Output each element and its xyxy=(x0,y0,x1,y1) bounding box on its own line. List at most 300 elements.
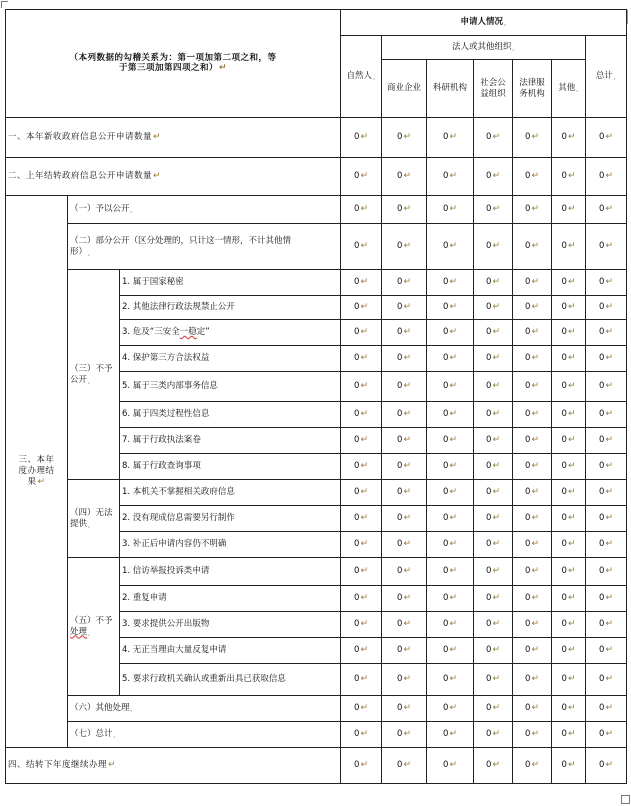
value-cell-natural-person[interactable] xyxy=(341,428,382,454)
value-text: 0 xyxy=(561,170,567,181)
value-cell-total[interactable] xyxy=(586,428,627,454)
value-cell-legal-service[interactable] xyxy=(513,224,552,270)
not-open-item: 7. 属于行政执法案卷 xyxy=(120,428,341,454)
value-cell-total[interactable] xyxy=(586,346,627,372)
paragraph-mark: ↵ xyxy=(605,644,613,655)
paragraph-mark: ↵ xyxy=(449,512,457,523)
value-text: 0 xyxy=(525,326,531,337)
value-text: 0 xyxy=(599,240,605,251)
legal-service-header: 法律服 务机构 xyxy=(513,60,552,118)
value-text: 0 xyxy=(354,702,360,713)
value-cell-other[interactable] xyxy=(552,118,586,158)
value-cell-social[interactable] xyxy=(474,664,513,696)
value-cell-natural-person[interactable] xyxy=(341,506,382,532)
value-cell-legal-service[interactable] xyxy=(513,506,552,532)
paragraph-mark: ↵ xyxy=(531,486,539,497)
value-cell-commercial[interactable] xyxy=(382,346,427,372)
value-cell-research[interactable] xyxy=(427,346,474,372)
value-cell-legal-service[interactable] xyxy=(513,346,552,372)
value-text: 0 xyxy=(525,486,531,497)
value-cell-social[interactable] xyxy=(474,586,513,612)
value-cell-other[interactable] xyxy=(552,454,586,480)
paragraph-mark: ↵ xyxy=(492,326,500,337)
paragraph-mark: ↵ xyxy=(605,512,613,523)
value-cell-natural-person[interactable] xyxy=(341,320,382,346)
value-cell-legal-service[interactable] xyxy=(513,296,552,320)
value-cell-commercial[interactable] xyxy=(382,402,427,428)
value-cell-social[interactable] xyxy=(474,532,513,558)
value-cell-research[interactable] xyxy=(427,558,474,586)
value-cell-total[interactable] xyxy=(586,748,627,784)
value-text: 0 xyxy=(561,644,567,655)
not-open-item: 6. 属于四类过程性信息 xyxy=(120,402,341,428)
value-cell-research[interactable] xyxy=(427,532,474,558)
value-text: 0 xyxy=(561,728,567,739)
value-cell-total[interactable] xyxy=(586,558,627,586)
paragraph-mark: ↵ xyxy=(531,380,539,391)
paragraph-mark: ↵ xyxy=(567,301,576,312)
paragraph-mark: ↵ xyxy=(492,644,500,655)
value-cell-natural-person[interactable] xyxy=(341,270,382,296)
value-cell-other[interactable] xyxy=(552,320,586,346)
value-text: 0 xyxy=(599,728,605,739)
value-cell-other[interactable] xyxy=(552,506,586,532)
total-header: 总计¸ xyxy=(586,36,627,118)
paragraph-mark: ↵ xyxy=(605,759,613,770)
value-text: 0 xyxy=(354,759,360,770)
paragraph-mark: ↵ xyxy=(360,276,368,287)
value-cell-natural-person[interactable] xyxy=(341,402,382,428)
paragraph-mark: ↵ xyxy=(449,565,457,576)
value-cell-legal-service[interactable] xyxy=(513,320,552,346)
value-text: 0 xyxy=(525,565,531,576)
value-cell-total[interactable] xyxy=(586,664,627,696)
value-cell-commercial[interactable] xyxy=(382,748,427,784)
paragraph-mark: ↵ xyxy=(449,170,457,181)
value-cell-social[interactable] xyxy=(474,196,513,224)
paragraph-mark: ↵ xyxy=(567,380,576,391)
value-text: 0 xyxy=(561,486,567,497)
value-text: 0 xyxy=(486,276,492,287)
value-cell-natural-person[interactable] xyxy=(341,638,382,664)
value-text: 0 xyxy=(525,203,531,214)
value-cell-other[interactable] xyxy=(552,748,586,784)
value-text: 0 xyxy=(354,512,360,523)
paragraph-mark: ↵ xyxy=(360,240,368,251)
value-cell-social[interactable] xyxy=(474,118,513,158)
unable-item: 3. 补正后申请内容仍不明确 xyxy=(120,532,341,558)
value-cell-research[interactable] xyxy=(427,696,474,722)
value-text: 0 xyxy=(525,240,531,251)
value-cell-commercial[interactable] xyxy=(382,270,427,296)
value-text: 0 xyxy=(486,301,492,312)
paragraph-mark: ↵ xyxy=(531,131,539,142)
value-cell-social[interactable] xyxy=(474,748,513,784)
value-text: 0 xyxy=(397,408,403,419)
value-cell-other[interactable] xyxy=(552,696,586,722)
value-cell-natural-person[interactable] xyxy=(341,454,382,480)
value-cell-social[interactable] xyxy=(474,480,513,506)
value-cell-total[interactable] xyxy=(586,454,627,480)
value-cell-total[interactable] xyxy=(586,270,627,296)
value-cell-social[interactable] xyxy=(474,346,513,372)
value-cell-natural-person[interactable] xyxy=(341,480,382,506)
value-text: 0 xyxy=(599,352,605,363)
value-cell-natural-person[interactable] xyxy=(341,346,382,372)
value-cell-commercial[interactable] xyxy=(382,638,427,664)
value-cell-research[interactable] xyxy=(427,586,474,612)
value-text: 0 xyxy=(354,380,360,391)
value-text: 0 xyxy=(561,240,567,251)
value-cell-research[interactable] xyxy=(427,296,474,320)
value-cell-natural-person[interactable] xyxy=(341,532,382,558)
value-cell-total[interactable] xyxy=(586,118,627,158)
value-cell-other[interactable] xyxy=(552,372,586,402)
table-row-new-requests xyxy=(6,118,627,158)
paragraph-mark: ↵ xyxy=(567,644,576,655)
paragraph-mark: ↵ xyxy=(605,673,613,684)
value-text: 0 xyxy=(486,512,492,523)
value-text: 0 xyxy=(354,326,360,337)
paragraph-mark: ↵ xyxy=(449,380,457,391)
value-cell-research[interactable] xyxy=(427,722,474,748)
value-text: 0 xyxy=(486,352,492,363)
value-text: 0 xyxy=(354,538,360,549)
paragraph-mark: ↵ xyxy=(492,512,500,523)
paragraph-mark: ↵ xyxy=(605,728,613,739)
value-cell-commercial[interactable] xyxy=(382,320,427,346)
value-text: 0 xyxy=(486,380,492,391)
disclosure-statistics-table xyxy=(5,9,627,784)
paragraph-mark: ↵ xyxy=(605,276,613,287)
value-text: 0 xyxy=(397,380,403,391)
value-cell-social[interactable] xyxy=(474,428,513,454)
value-cell-research[interactable] xyxy=(427,664,474,696)
not-processed-item: 3. 要求提供公开出版物 xyxy=(120,612,341,638)
value-cell-commercial[interactable] xyxy=(382,722,427,748)
paragraph-mark: ↵ xyxy=(531,673,539,684)
value-cell-social[interactable] xyxy=(474,612,513,638)
value-cell-other[interactable] xyxy=(552,158,586,196)
value-cell-research[interactable] xyxy=(427,372,474,402)
value-cell-social[interactable] xyxy=(474,158,513,196)
value-cell-legal-service[interactable] xyxy=(513,402,552,428)
value-cell-social[interactable] xyxy=(474,506,513,532)
value-text: 0 xyxy=(354,276,360,287)
paragraph-mark: ↵ xyxy=(403,673,411,684)
value-cell-other[interactable] xyxy=(552,402,586,428)
value-text: 0 xyxy=(397,352,403,363)
value-cell-other[interactable] xyxy=(552,586,586,612)
value-cell-research[interactable] xyxy=(427,480,474,506)
value-cell-other[interactable] xyxy=(552,346,586,372)
paragraph-mark: ↵ xyxy=(449,434,457,445)
value-text: 0 xyxy=(443,728,449,739)
value-cell-social[interactable] xyxy=(474,696,513,722)
value-cell-commercial[interactable] xyxy=(382,428,427,454)
value-text: 0 xyxy=(354,486,360,497)
value-cell-legal-service[interactable] xyxy=(513,612,552,638)
paragraph-mark: ↵ xyxy=(403,170,411,181)
value-cell-commercial[interactable] xyxy=(382,296,427,320)
value-cell-total[interactable] xyxy=(586,638,627,664)
paragraph-mark: ↵ xyxy=(567,203,576,214)
paragraph-mark: ↵ xyxy=(531,203,539,214)
value-text: 0 xyxy=(486,460,492,471)
not-open-item: 5. 属于三类内部事务信息 xyxy=(120,372,341,402)
value-text: 0 xyxy=(397,673,403,684)
value-cell-other[interactable] xyxy=(552,638,586,664)
paragraph-mark: ↵ xyxy=(531,618,539,629)
value-text: 0 xyxy=(561,460,567,471)
value-cell-natural-person[interactable] xyxy=(341,664,382,696)
value-text: 0 xyxy=(525,408,531,419)
value-text: 0 xyxy=(443,702,449,713)
paragraph-mark: ↵ xyxy=(492,486,500,497)
value-cell-social[interactable] xyxy=(474,558,513,586)
paragraph-mark: ↵ xyxy=(567,592,576,603)
value-cell-other[interactable] xyxy=(552,296,586,320)
value-text: 0 xyxy=(397,170,403,181)
value-cell-research[interactable] xyxy=(427,196,474,224)
value-cell-legal-service[interactable] xyxy=(513,638,552,664)
value-cell-natural-person[interactable] xyxy=(341,372,382,402)
value-cell-legal-service[interactable] xyxy=(513,586,552,612)
paragraph-mark: ↵ xyxy=(492,240,500,251)
value-text: 0 xyxy=(525,759,531,770)
value-cell-total[interactable] xyxy=(586,224,627,270)
not-open-item: 2. 其他法律行政法规禁止公开 xyxy=(120,296,341,320)
research-header: 科研机构 xyxy=(427,60,474,118)
not-processed-item: 4. 无正当理由大量反复申请 xyxy=(120,638,341,664)
value-text: 0 xyxy=(397,434,403,445)
value-cell-natural-person[interactable] xyxy=(341,118,382,158)
paragraph-mark: ↵ xyxy=(492,352,500,363)
value-cell-natural-person[interactable] xyxy=(341,722,382,748)
value-cell-social[interactable] xyxy=(474,224,513,270)
not-open-item: 3. 危及“三安全一稳定” xyxy=(120,320,341,346)
paragraph-mark: ↵ xyxy=(567,702,576,713)
paragraph-mark: ↵ xyxy=(531,276,539,287)
value-cell-research[interactable] xyxy=(427,270,474,296)
table-row-other-handling xyxy=(6,696,627,722)
value-cell-natural-person[interactable] xyxy=(341,586,382,612)
value-cell-social[interactable] xyxy=(474,296,513,320)
paragraph-mark: ↵ xyxy=(403,352,411,363)
table-row-partial xyxy=(6,224,627,270)
value-text: 0 xyxy=(525,380,531,391)
value-cell-commercial[interactable] xyxy=(382,454,427,480)
value-cell-total[interactable] xyxy=(586,402,627,428)
value-text: 0 xyxy=(525,592,531,603)
value-cell-total[interactable] xyxy=(586,586,627,612)
value-cell-other[interactable] xyxy=(552,612,586,638)
value-cell-research[interactable] xyxy=(427,428,474,454)
paragraph-mark: ↵ xyxy=(403,759,411,770)
value-cell-total[interactable] xyxy=(586,722,627,748)
paragraph-mark: ↵ xyxy=(360,352,368,363)
value-cell-natural-person[interactable] xyxy=(341,196,382,224)
value-cell-commercial[interactable] xyxy=(382,586,427,612)
value-cell-legal-service[interactable] xyxy=(513,532,552,558)
value-cell-total[interactable] xyxy=(586,296,627,320)
value-cell-research[interactable] xyxy=(427,158,474,196)
paragraph-mark: ↵ xyxy=(567,460,576,471)
paragraph-mark: ↵ xyxy=(403,434,411,445)
value-cell-social[interactable] xyxy=(474,402,513,428)
value-text: 0 xyxy=(486,565,492,576)
value-cell-commercial[interactable] xyxy=(382,224,427,270)
value-cell-commercial[interactable] xyxy=(382,664,427,696)
paragraph-mark: ↵ xyxy=(492,565,500,576)
value-cell-natural-person[interactable] xyxy=(341,296,382,320)
paragraph-mark: ↵ xyxy=(531,759,539,770)
paragraph-mark: ↵ xyxy=(531,592,539,603)
value-cell-legal-service[interactable] xyxy=(513,158,552,196)
value-cell-other[interactable] xyxy=(552,722,586,748)
value-cell-legal-service[interactable] xyxy=(513,722,552,748)
value-cell-research[interactable] xyxy=(427,320,474,346)
value-cell-legal-service[interactable] xyxy=(513,664,552,696)
value-text: 0 xyxy=(354,565,360,576)
value-cell-social[interactable] xyxy=(474,270,513,296)
paragraph-mark: ↵ xyxy=(567,538,576,549)
table-resize-handle[interactable] xyxy=(621,795,630,804)
value-cell-legal-service[interactable] xyxy=(513,270,552,296)
paragraph-mark: ↵ xyxy=(567,673,576,684)
not-processed-item: 1. 信访举报投诉类申请 xyxy=(120,558,341,586)
value-text: 0 xyxy=(397,301,403,312)
value-cell-legal-service[interactable] xyxy=(513,696,552,722)
value-cell-legal-service[interactable] xyxy=(513,118,552,158)
value-cell-legal-service[interactable] xyxy=(513,480,552,506)
result-other-handling: （六）其他处理¸ xyxy=(68,696,341,722)
value-cell-commercial[interactable] xyxy=(382,506,427,532)
value-cell-commercial[interactable] xyxy=(382,118,427,158)
value-cell-legal-service[interactable] xyxy=(513,748,552,784)
paragraph-mark: ↵ xyxy=(403,486,411,497)
value-cell-commercial[interactable] xyxy=(382,696,427,722)
paragraph-mark: ↵ xyxy=(531,301,539,312)
value-cell-commercial[interactable] xyxy=(382,558,427,586)
value-cell-research[interactable] xyxy=(427,454,474,480)
value-cell-other[interactable] xyxy=(552,558,586,586)
value-cell-total[interactable] xyxy=(586,196,627,224)
value-cell-research[interactable] xyxy=(427,118,474,158)
value-cell-other[interactable] xyxy=(552,428,586,454)
value-text: 0 xyxy=(525,460,531,471)
value-cell-total[interactable] xyxy=(586,320,627,346)
value-cell-total[interactable] xyxy=(586,372,627,402)
paragraph-mark: ↵ xyxy=(531,644,539,655)
paragraph-mark: ↵ xyxy=(567,486,576,497)
value-cell-natural-person[interactable] xyxy=(341,224,382,270)
paragraph-mark: ↵ xyxy=(492,276,500,287)
value-cell-commercial[interactable] xyxy=(382,196,427,224)
paragraph-mark: ↵ xyxy=(531,240,539,251)
value-cell-other[interactable] xyxy=(552,480,586,506)
paragraph-mark: ↵ xyxy=(605,170,613,181)
applicant-situation-header: 申请人情况¸ xyxy=(341,10,627,36)
value-cell-natural-person[interactable] xyxy=(341,158,382,196)
value-cell-natural-person[interactable] xyxy=(341,696,382,722)
value-cell-total[interactable] xyxy=(586,696,627,722)
value-cell-legal-service[interactable] xyxy=(513,454,552,480)
value-cell-social[interactable] xyxy=(474,372,513,402)
value-text: 0 xyxy=(443,240,449,251)
value-text: 0 xyxy=(443,434,449,445)
value-cell-social[interactable] xyxy=(474,638,513,664)
value-text: 0 xyxy=(561,326,567,337)
value-cell-commercial[interactable] xyxy=(382,480,427,506)
value-cell-research[interactable] xyxy=(427,506,474,532)
value-cell-other[interactable] xyxy=(552,532,586,558)
value-cell-total[interactable] xyxy=(586,506,627,532)
not-processed-item: 2. 重复申请 xyxy=(120,586,341,612)
paragraph-mark: ↵ xyxy=(605,301,613,312)
value-text: 0 xyxy=(397,538,403,549)
value-cell-legal-service[interactable] xyxy=(513,372,552,402)
value-cell-other[interactable] xyxy=(552,196,586,224)
paragraph-mark: ↵ xyxy=(567,759,576,770)
value-cell-total[interactable] xyxy=(586,532,627,558)
value-cell-total[interactable] xyxy=(586,158,627,196)
value-cell-social[interactable] xyxy=(474,320,513,346)
value-cell-legal-service[interactable] xyxy=(513,558,552,586)
paragraph-mark: ↵ xyxy=(492,592,500,603)
value-cell-legal-service[interactable] xyxy=(513,428,552,454)
paragraph-mark: ↵ xyxy=(449,301,457,312)
value-cell-other[interactable] xyxy=(552,224,586,270)
value-cell-natural-person[interactable] xyxy=(341,558,382,586)
value-cell-commercial[interactable] xyxy=(382,612,427,638)
value-cell-research[interactable] xyxy=(427,638,474,664)
value-text: 0 xyxy=(443,408,449,419)
paragraph-mark: ↵ xyxy=(449,131,457,142)
paragraph-mark: ↵ xyxy=(567,170,576,181)
paragraph-mark: ↵ xyxy=(449,240,457,251)
value-cell-social[interactable] xyxy=(474,454,513,480)
value-text: 0 xyxy=(354,408,360,419)
value-text: 0 xyxy=(561,408,567,419)
value-text: 0 xyxy=(599,538,605,549)
value-cell-other[interactable] xyxy=(552,664,586,696)
row-label-carry-forward: 四、结转下年度继续办理↵ xyxy=(6,748,341,784)
paragraph-mark: ↵ xyxy=(492,170,500,181)
value-cell-natural-person[interactable] xyxy=(341,612,382,638)
value-cell-legal-service[interactable] xyxy=(513,196,552,224)
value-cell-commercial[interactable] xyxy=(382,532,427,558)
value-cell-research[interactable] xyxy=(427,224,474,270)
value-cell-total[interactable] xyxy=(586,480,627,506)
value-cell-commercial[interactable] xyxy=(382,158,427,196)
value-cell-social[interactable] xyxy=(474,722,513,748)
value-text: 0 xyxy=(397,759,403,770)
value-cell-research[interactable] xyxy=(427,402,474,428)
paragraph-mark: ↵ xyxy=(360,512,368,523)
paragraph-mark: ↵ xyxy=(449,538,457,549)
value-cell-natural-person[interactable] xyxy=(341,748,382,784)
value-cell-research[interactable] xyxy=(427,612,474,638)
value-cell-other[interactable] xyxy=(552,270,586,296)
paragraph-mark: ↵ xyxy=(492,460,500,471)
paragraph-mark: ↵ xyxy=(567,240,576,251)
value-cell-total[interactable] xyxy=(586,612,627,638)
value-cell-research[interactable] xyxy=(427,748,474,784)
paragraph-mark: ↵ xyxy=(403,131,411,142)
value-text: 0 xyxy=(599,486,605,497)
value-cell-commercial[interactable] xyxy=(382,372,427,402)
